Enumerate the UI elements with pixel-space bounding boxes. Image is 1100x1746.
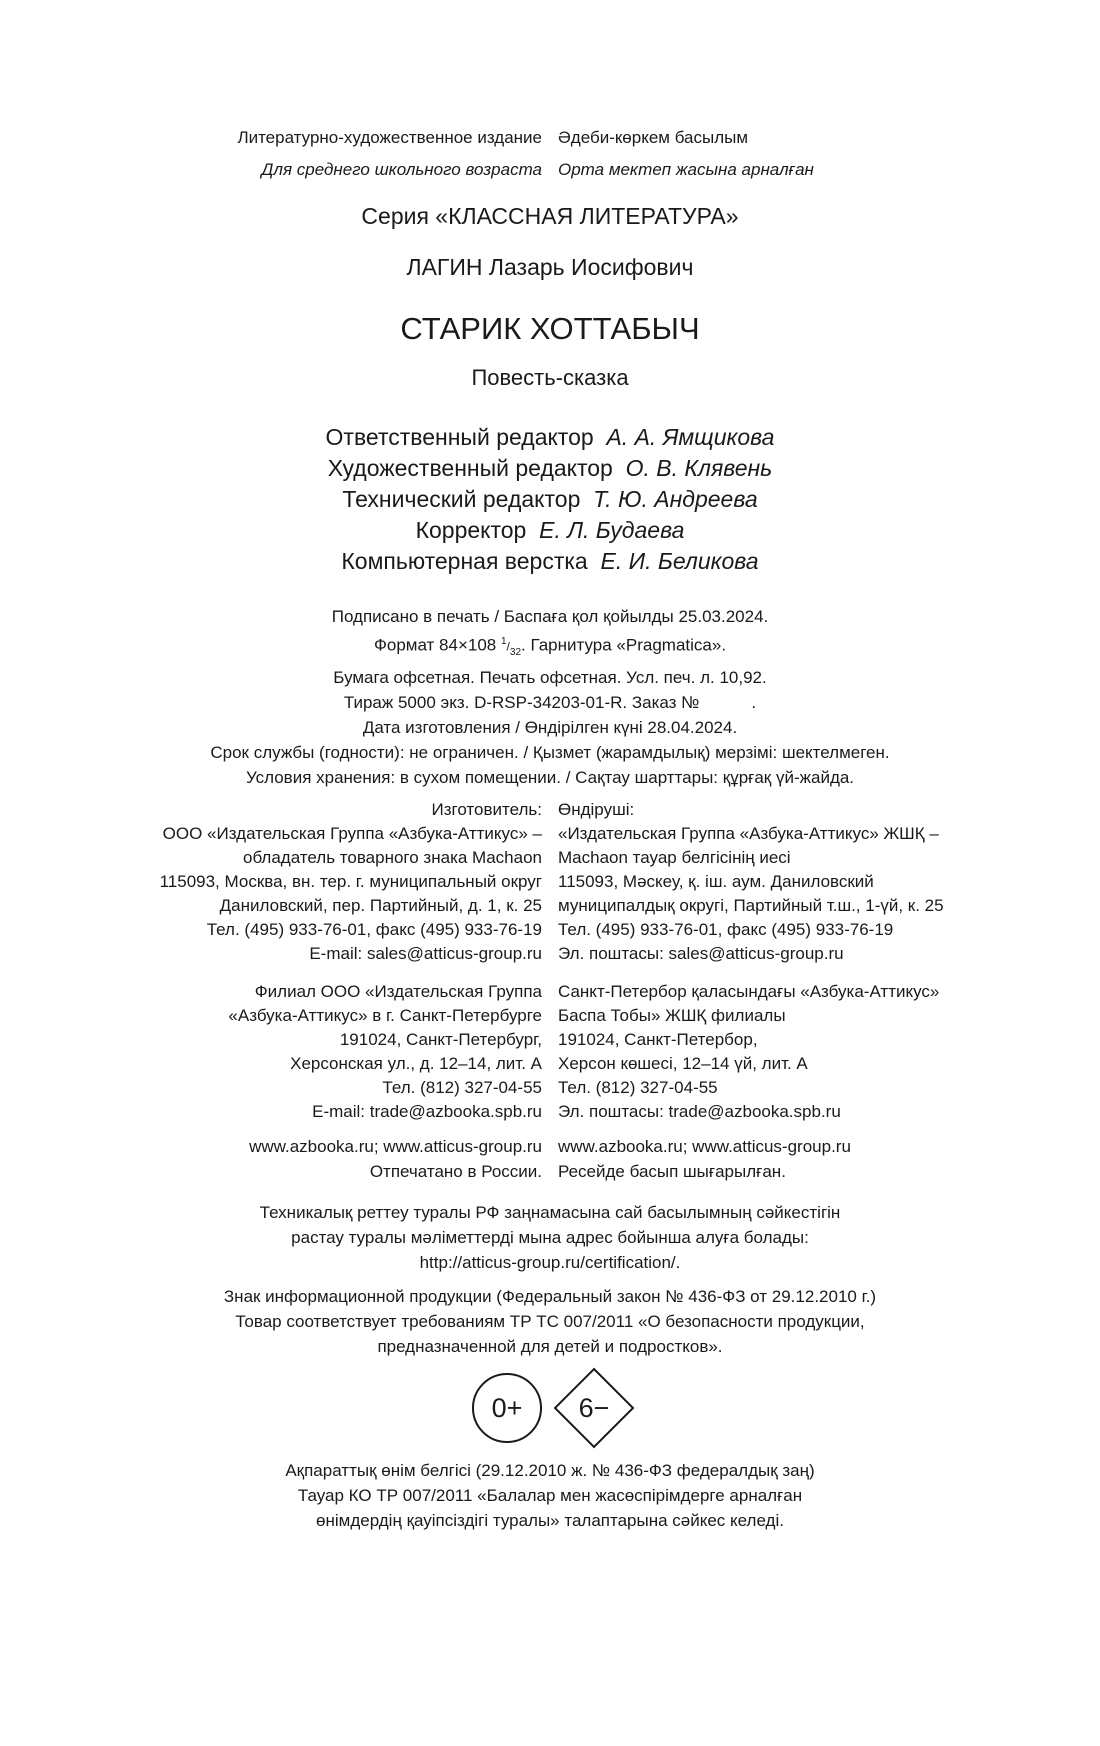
credit-role: Технический редактор xyxy=(342,486,581,512)
age-mark-circle: 0+ xyxy=(472,1373,542,1443)
printed-in: Ресейде басып шығарылған. xyxy=(558,1162,786,1181)
format-line: Формат 84×108 $^1/_{32}$. Гарнитура «Pragmatica». xyxy=(373,635,727,659)
credit-name: О. В. Клявень xyxy=(625,455,773,481)
credit-role: Корректор xyxy=(415,517,527,543)
edition-type-kz: Әдеби-көркем басылым xyxy=(558,128,749,147)
edition-type-ru: Литературно-художественное издание xyxy=(237,128,542,147)
info-sign-ru: Знак информационной продукции (Федеральный закон № 436-ФЗ от 29.12.2010 г.) Товар соответствует требованиям ТР ТС 007/2011 «О безопасности продукции, предназначенной для детей и подростков». xyxy=(223,1287,877,1356)
signed-date: Подписано в печать / Баспаға қол қойылды 25.03.2024. xyxy=(331,607,769,626)
website-links: www.azbooka.ru; www.atticus-group.ru xyxy=(249,1137,542,1156)
credit-line xyxy=(0,484,1100,515)
credits-block xyxy=(0,422,1100,577)
branch-ru: Филиал ООО «Издательская Группа «Азбука-Аттикус» в г. Санкт-Петербурге 191024, Санкт-Петербург, Херсонская ул., д. 12–14, лит. А Тел. (812) 327-04-55 E-mail: trade@azbooka.spb.ru xyxy=(228,982,542,1121)
credit-role: Ответственный редактор xyxy=(325,424,594,450)
book-genre: Повесть-сказка xyxy=(471,365,629,390)
credit-name: Т. Ю. Андреева xyxy=(593,486,758,512)
branch-kz: Санкт-Петербор қаласындағы «Азбука-Аттикус» Баспа Тобы» ЖШҚ филиалы 191024, Санкт-Петербор, Херсон көшесі, 12–14 үй, лит. А Тел. (812) 327-04-55 Эл. поштасы: trade@azbooka.spb.ru xyxy=(558,982,940,1121)
age-mark-diamond: 6− xyxy=(553,1367,635,1449)
age-group-kz: Орта мектеп жасына арналған xyxy=(558,160,814,179)
credit-line xyxy=(0,515,1100,546)
manufacturer-ru: Изготовитель: ООО «Издательская Группа «Азбука-Аттикус» – обладатель товарного знака Machaon 115093, Москва, вн. тер. г. муниципальный округ Даниловский, пер. Партийный, д. 1, к. 25 Тел. (495) 933-76-01, факс (495) 933-76-19 E-mail: sales@atticus-group.ru xyxy=(159,800,542,963)
credit-role: Компьютерная верстка xyxy=(341,548,588,574)
website-links: www.azbooka.ru; www.atticus-group.ru xyxy=(558,1137,851,1156)
credit-role: Художественный редактор xyxy=(327,455,613,481)
print-info xyxy=(0,604,1100,790)
websites-ru xyxy=(249,1134,542,1184)
manufacturer-kz: Өндіруші: «Издательская Группа «Азбука-Аттикус» ЖШҚ – Machaon тауар белгісінің иесі 115093, Мәскеу, қ. іш. аум. Даниловский муниципалдық округі, Партийный т.ш., 1-үй, к. 25 Тел. (495) 933-76-01, факс (495) 933-76-19 Эл. поштасы: sales@atticus-group.ru xyxy=(558,800,944,963)
credit-name: А. А. Ямщикова xyxy=(606,424,775,450)
made-date: Дата изготовления / Өндірілген күні 28.04.2024. xyxy=(362,718,738,738)
storage-conditions: Условия хранения: в сухом помещении. / Сақтау шарттары: құрғақ үй-жайда. xyxy=(245,768,855,788)
age-group-ru: Для среднего школьного возраста xyxy=(261,160,542,179)
credit-line xyxy=(0,453,1100,484)
run-line: Тираж 5000 экз. D-RSP-34203-01-R. Заказ № . xyxy=(343,693,757,713)
printed-in: Отпечатано в России. xyxy=(369,1162,542,1181)
certification-notice: Техникалық реттеу туралы РФ заңнамасына сай басылымның сәйкестігін растау туралы мәліметтерді мына адрес бойынша алуға болады: http://atticus-group.ru/certification/. xyxy=(259,1203,841,1272)
series-title: Серия «КЛАССНАЯ ЛИТЕРАТУРА» xyxy=(361,203,739,229)
author-name: ЛАГИН Лазарь Иосифович xyxy=(406,254,694,280)
websites-kz xyxy=(558,1134,851,1184)
service-life: Срок службы (годности): не ограничен. / Қызмет (жарамдылық) мерзімі: шектелмеген. xyxy=(210,743,890,763)
credit-name: Е. И. Беликова xyxy=(600,548,759,574)
paper-line: Бумага офсетная. Печать офсетная. Усл. печ. л. 10,92. xyxy=(333,668,767,688)
credit-name: Е. Л. Будаева xyxy=(539,517,685,543)
book-title: СТАРИК ХОТТАБЫЧ xyxy=(400,311,700,346)
credit-line xyxy=(0,422,1100,453)
info-sign-kz: Ақпараттық өнім белгісі (29.12.2010 ж. № 436-ФЗ федералдық заң) Тауар КО ТР 007/2011 «Балалар мен жасөспірімдерге арналған өнімдердің қауіпсіздігі туралы» талаптарына сәйкес келеді. xyxy=(285,1461,815,1530)
credit-line xyxy=(0,546,1100,577)
